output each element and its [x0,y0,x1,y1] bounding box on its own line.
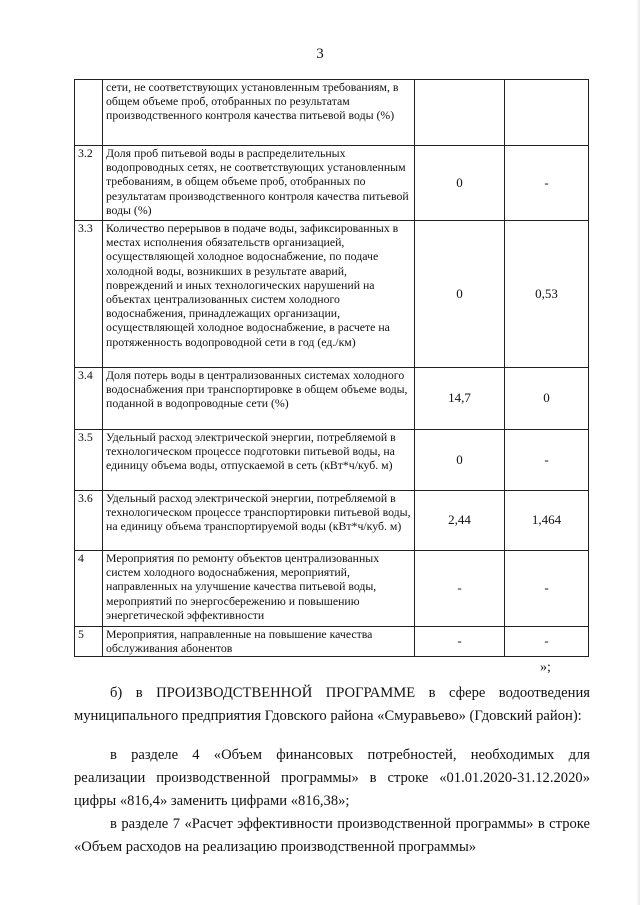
row-value-1: 2,44 [415,491,505,551]
row-value-2: 0,53 [505,221,589,368]
row-number: 3.5 [75,430,103,491]
table-row [75,80,589,146]
row-value-2: - [505,627,589,657]
table-row [75,491,589,551]
row-number: 3.4 [75,368,103,430]
table-row [75,368,589,430]
row-description: Доля потерь воды в централизованных системах холодного водоснабжения при транспортировке в общем объеме воды, поданной в водопроводные сети (%) [103,368,415,430]
row-number: 3.6 [75,491,103,551]
paragraph-section-7: в разделе 7 «Расчет эффективности производственной программы» в строке «Объем расходов на реализацию производственной программы» [74,816,590,855]
row-value-1: 0 [415,430,505,491]
row-value-2: - [505,430,589,491]
row-description: Доля проб питьевой воды в распределительных водопроводных сетях, не соответствующих установленным требованиям, в общем объеме проб, отобранных по результатам производственного контроля качества питьевой воды (%) [103,146,415,221]
row-description: Количество перерывов в подаче воды, зафиксированных в местах исполнения обязательств организацией, осуществляющей холодное водоснабжение, по подаче холодной воды, возникших в результате аварий, повреждений и иных технологических нарушений на объектах централизованных систем холодного водоснабжения, принадлежащих организации, осуществляющей холодное водоснабжение, в расчете на протяженность водопроводной сети в год (ед./км) [103,221,415,368]
table-row [75,221,589,368]
row-value-1: 0 [415,146,505,221]
row-number: 5 [75,627,103,657]
scan-edge-shadow [636,0,640,905]
closing-quote-mark: »; [540,660,551,675]
row-number: 4 [75,551,103,627]
table-row [75,627,589,657]
row-value-2: - [505,551,589,627]
row-value-2: - [505,146,589,221]
row-value-2: 1,464 [505,491,589,551]
row-value-1: 14,7 [415,368,505,430]
row-value-1: 0 [415,221,505,368]
row-description: Удельный расход электрической энергии, потребляемой в технологическом процессе транспортировки питьевой воды, на единицу объема транспортируемой воды (кВт*ч/куб. м) [103,491,415,551]
row-value-1 [415,80,505,146]
row-description: Мероприятия по ремонту объектов централизованных систем холодного водоснабжения, мероприятий, направленных на улучшение качества питьевой воды, мероприятий по энергосбережению и повышению энергетической эффективности [103,551,415,627]
row-description: сети, не соответствующих установленным требованиям, в общем объеме проб, отобранных по результатам производственного контроля качества питьевой воды (%) [103,80,415,146]
table-row [75,430,589,491]
row-description: Удельный расход электрической энергии, потребляемой в технологическом процессе подготовки питьевой воды, на единицу объема воды, отпускаемой в сеть (кВт*ч/куб. м) [103,430,415,491]
row-number: 3.3 [75,221,103,368]
row-description: Мероприятия, направленные на повышение качества обслуживания абонентов [103,627,415,657]
program-table [74,79,589,657]
row-value-2: 0 [505,368,589,430]
row-value-1: - [415,627,505,657]
table-row [75,551,589,627]
row-number: 3.2 [75,146,103,221]
row-value-2 [505,80,589,146]
table-row [75,146,589,221]
paragraph-section-4: в разделе 4 «Объем финансовых потребностей, необходимых для реализации производственной программы» в строке «01.01.2020-31.12.2020» цифры «816,4» заменить цифрами «816,38»; [74,747,590,809]
page-number: 3 [316,46,324,62]
paragraph-b: б) в ПРОИЗВОДСТВЕННОЙ ПРОГРАММЕ в сфере водоотведения муниципального предприятия Гдовского района «Смуравьево» (Гдовский район): [74,685,590,724]
row-number [75,80,103,146]
row-value-1: - [415,551,505,627]
